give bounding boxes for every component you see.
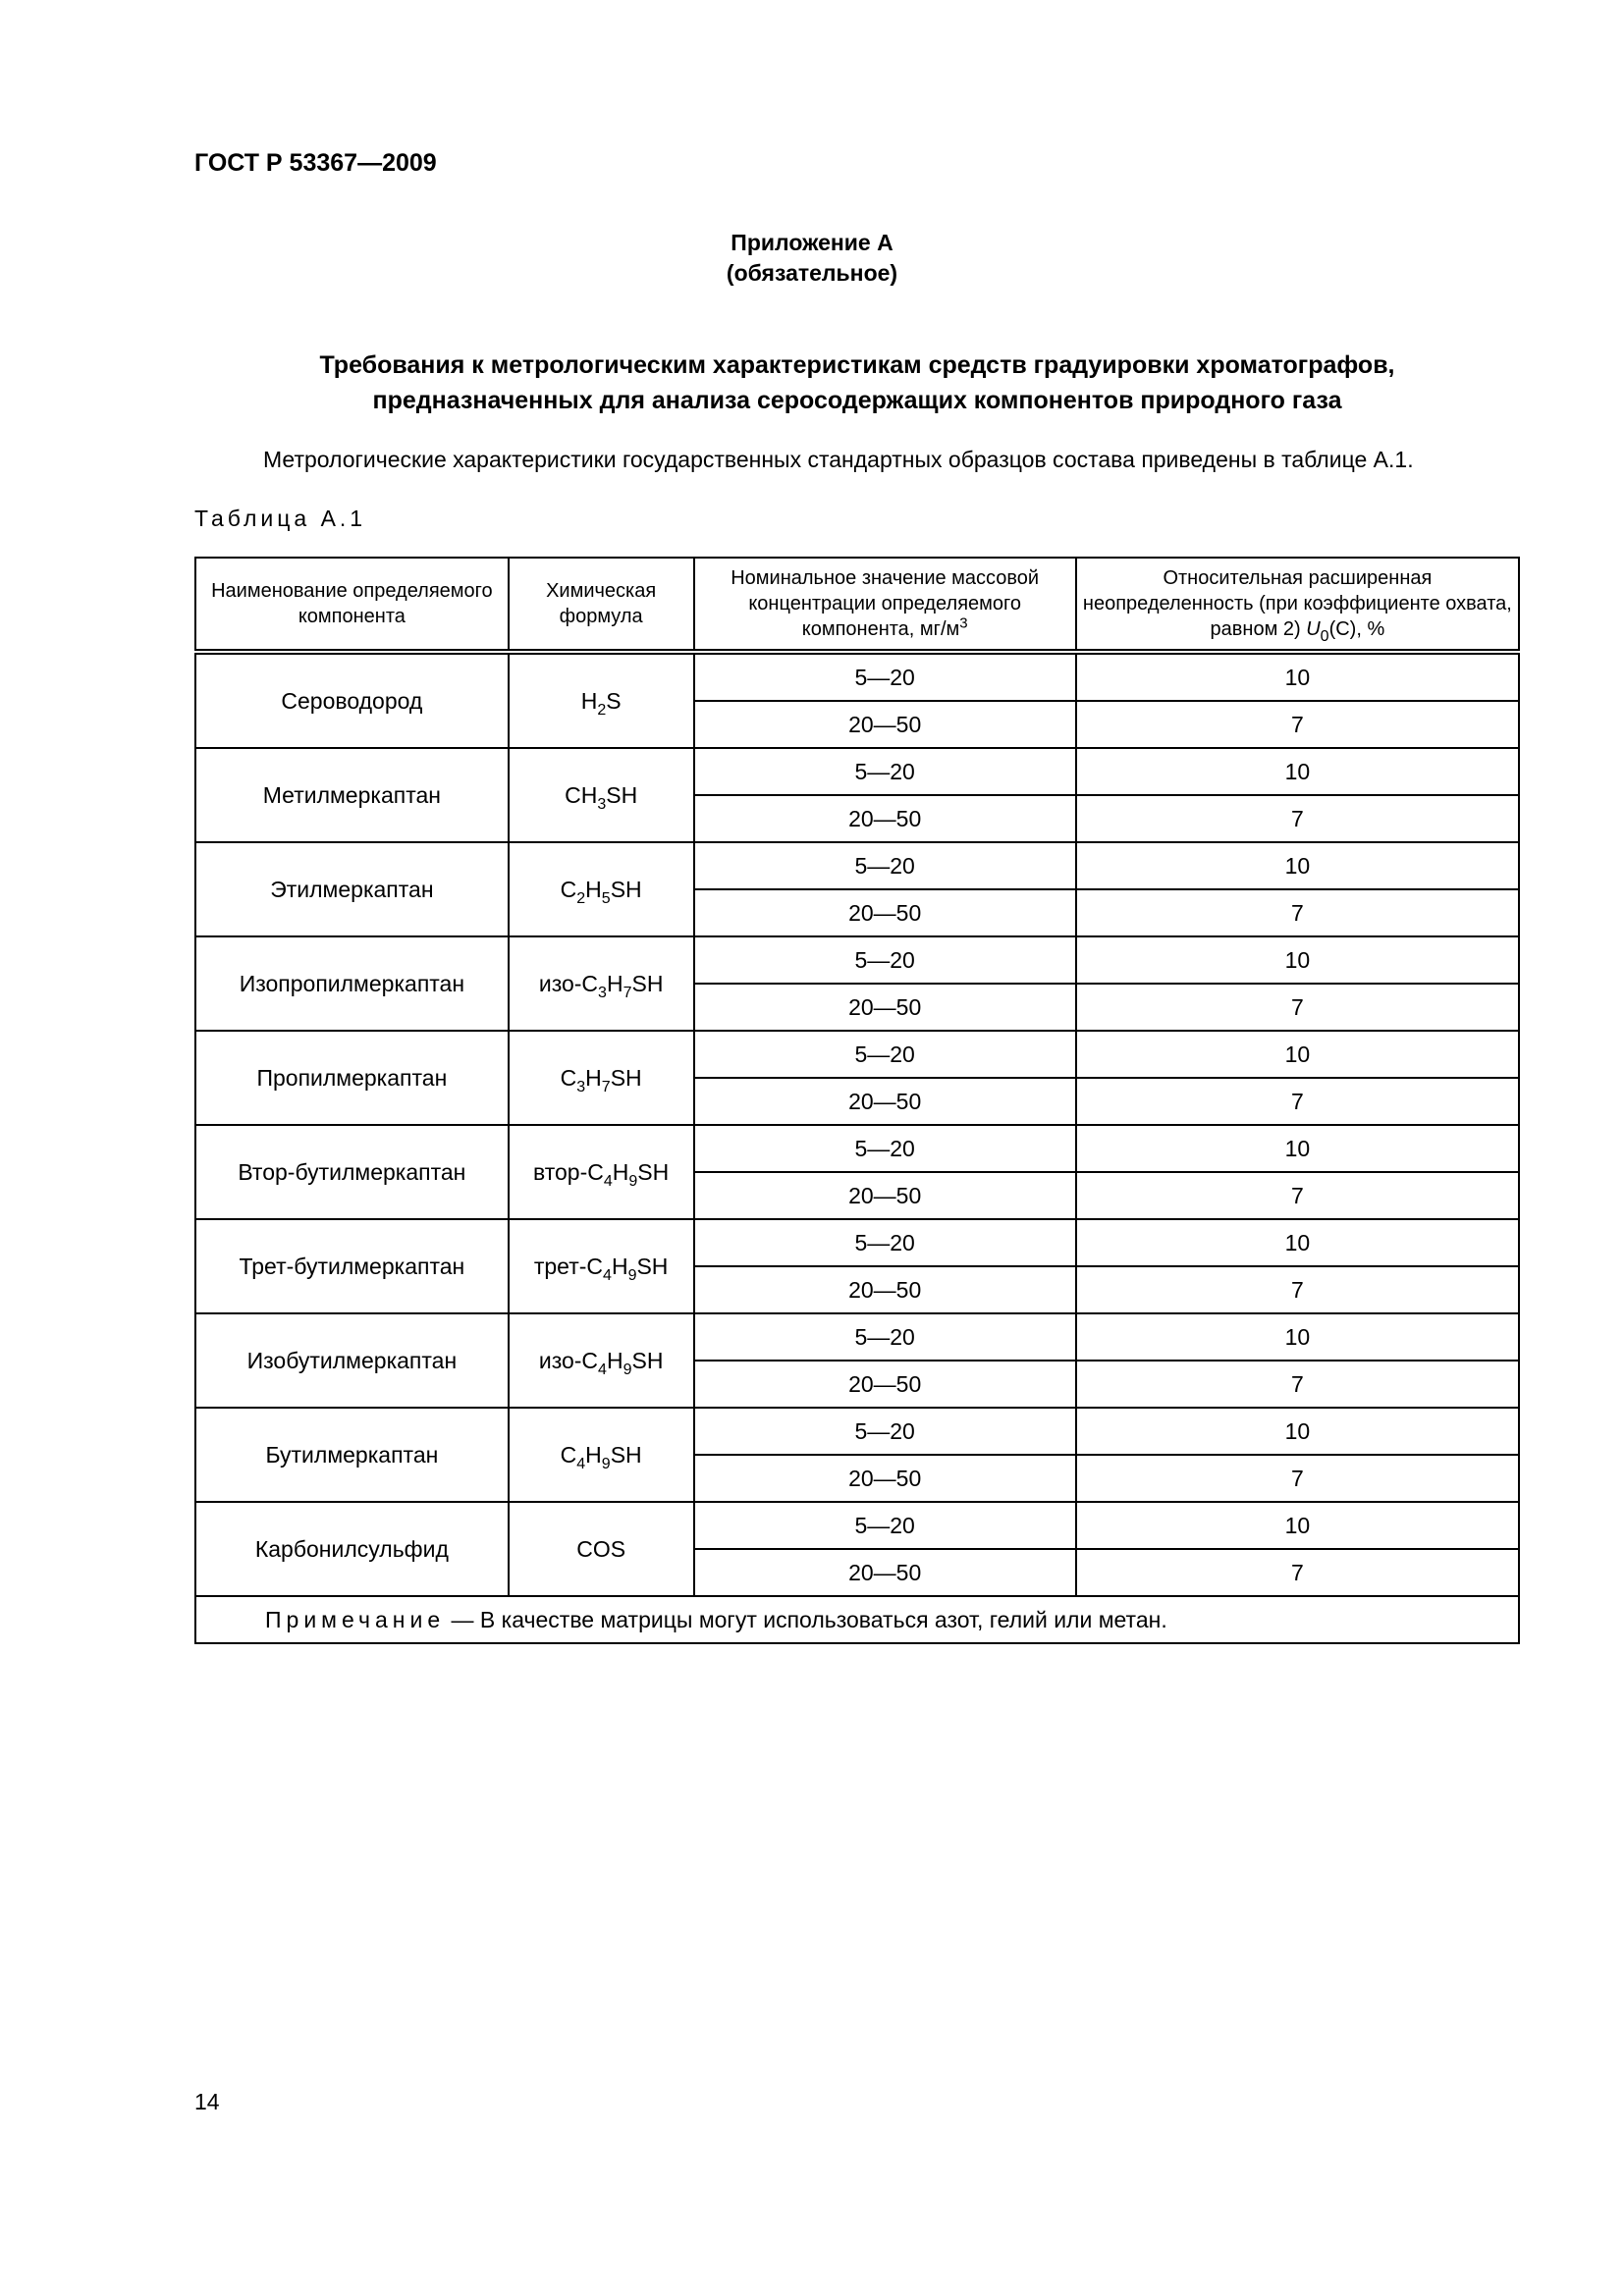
appendix-title: Приложение А [731, 230, 893, 255]
component-name: Этилмеркаптан [195, 842, 509, 936]
formula-part: SH [631, 1347, 664, 1373]
formula-part: втор-C [533, 1158, 604, 1185]
header-u-tail: (C), % [1328, 618, 1385, 640]
component-name: Втор-бутилмеркаптан [195, 1125, 509, 1219]
chemical-formula [509, 1408, 694, 1502]
note-text: — В качестве матрицы могут использоваться азот, гелий или метан. [445, 1606, 1167, 1632]
chemical-formula [509, 748, 694, 842]
concentration-range: 5—20 [694, 1125, 1076, 1172]
uncertainty-value: 7 [1076, 1078, 1519, 1125]
uncertainty-value: 7 [1076, 984, 1519, 1031]
table-row [195, 652, 1519, 701]
table-row [195, 1313, 1519, 1361]
concentration-range: 20—50 [694, 984, 1076, 1031]
metrology-table [194, 557, 1520, 1644]
formula-part: изо-C [538, 970, 599, 996]
formula-part: H [611, 1253, 628, 1279]
table-note-row [195, 1596, 1519, 1643]
intro-paragraph: Метрологические характеристики государственных стандартных образцов состава приведены в таблице А.1. [263, 447, 1414, 472]
formula-part: C [560, 1441, 577, 1468]
concentration-range: 20—50 [694, 889, 1076, 936]
formula-part: SH [631, 970, 664, 996]
concentration-range: 5—20 [694, 1502, 1076, 1549]
formula-subscript: 4 [603, 1266, 612, 1284]
formula-part: H [585, 876, 602, 902]
note-label: Примечание [265, 1606, 446, 1632]
concentration-range: 20—50 [694, 1455, 1076, 1502]
concentration-range: 5—20 [694, 1031, 1076, 1078]
concentration-range: 20—50 [694, 795, 1076, 842]
formula-subscript: 4 [598, 1361, 607, 1378]
uncertainty-value: 10 [1076, 842, 1519, 889]
formula-part: H [606, 970, 623, 996]
concentration-range: 5—20 [694, 1219, 1076, 1266]
formula-subscript: 2 [597, 701, 607, 719]
chemical-formula [509, 936, 694, 1031]
formula-subscript: 9 [601, 1455, 611, 1472]
header-formula: Химическая формула [509, 558, 694, 652]
component-name: Метилмеркаптан [195, 748, 509, 842]
formula-part: изо-C [538, 1347, 599, 1373]
formula-subscript: 2 [576, 889, 586, 907]
header-uncertainty-text: Относительная расширенная неопределенность (при коэффициенте охвата, равном 2) [1082, 567, 1512, 640]
formula-part: H [585, 1064, 602, 1091]
heading-line-1: Требования к метрологическим характеристикам средств градуировки хроматографов, [319, 351, 1395, 379]
page-number: 14 [194, 2089, 220, 2114]
uncertainty-value: 7 [1076, 1455, 1519, 1502]
table-caption: Таблица А.1 [194, 506, 367, 531]
formula-subscript: 9 [627, 1266, 637, 1284]
component-name: Сероводород [195, 652, 509, 748]
appendix-title-block [0, 228, 1624, 289]
formula-part: трет-C [533, 1253, 604, 1279]
formula-part: CH [565, 781, 598, 808]
table-note [195, 1596, 1519, 1643]
formula-part: H [606, 1347, 623, 1373]
concentration-range: 20—50 [694, 1078, 1076, 1125]
concentration-range: 20—50 [694, 1549, 1076, 1596]
header-uncertainty [1076, 558, 1519, 652]
component-name: Изобутилмеркаптан [195, 1313, 509, 1408]
uncertainty-value: 7 [1076, 1172, 1519, 1219]
uncertainty-value: 7 [1076, 795, 1519, 842]
formula-subscript: 4 [576, 1455, 586, 1472]
component-name: Пропилмеркаптан [195, 1031, 509, 1125]
uncertainty-value: 7 [1076, 1266, 1519, 1313]
header-concentration [694, 558, 1076, 652]
formula-subscript: 9 [623, 1361, 632, 1378]
appendix-status: (обязательное) [726, 260, 898, 286]
header-sup: 3 [959, 614, 968, 632]
chemical-formula [509, 1125, 694, 1219]
chemical-formula [509, 842, 694, 936]
uncertainty-value: 10 [1076, 1219, 1519, 1266]
uncertainty-value: 10 [1076, 652, 1519, 701]
formula-part: SH [610, 1441, 642, 1468]
uncertainty-value: 10 [1076, 1031, 1519, 1078]
uncertainty-value: 7 [1076, 1361, 1519, 1408]
table-row [195, 842, 1519, 889]
formula-part: SH [636, 1253, 669, 1279]
chemical-formula [509, 1313, 694, 1408]
table-row [195, 936, 1519, 984]
document-id: ГОСТ Р 53367—2009 [194, 149, 437, 177]
concentration-range: 5—20 [694, 936, 1076, 984]
component-name: Трет-бутилмеркаптан [195, 1219, 509, 1313]
concentration-range: 20—50 [694, 701, 1076, 748]
formula-subscript: 5 [601, 889, 611, 907]
chemical-formula [509, 652, 694, 748]
table-row [195, 1408, 1519, 1455]
table-row [195, 1125, 1519, 1172]
formula-part: SH [606, 781, 638, 808]
table-row [195, 1502, 1519, 1549]
chemical-formula [509, 1502, 694, 1596]
concentration-range: 5—20 [694, 652, 1076, 701]
formula-subscript: 7 [601, 1078, 611, 1095]
section-heading [194, 347, 1520, 418]
uncertainty-value: 10 [1076, 1502, 1519, 1549]
header-u: U [1306, 618, 1321, 640]
concentration-range: 5—20 [694, 842, 1076, 889]
uncertainty-value: 7 [1076, 1549, 1519, 1596]
component-name: Изопропилмеркаптан [195, 936, 509, 1031]
concentration-range: 20—50 [694, 1266, 1076, 1313]
formula-part: SH [610, 1064, 642, 1091]
formula-subscript: 9 [628, 1172, 638, 1190]
formula-part: H [585, 1441, 602, 1468]
header-component: Наименование определяемого компонента [195, 558, 509, 652]
formula-part: H [580, 687, 598, 714]
formula-subscript: 3 [597, 795, 607, 813]
heading-line-2: предназначенных для анализа серосодержащих компонентов природного газа [372, 387, 1342, 414]
formula-subscript: 4 [603, 1172, 613, 1190]
component-name: Карбонилсульфид [195, 1502, 509, 1596]
component-name: Бутилмеркаптан [195, 1408, 509, 1502]
formula-part: C [560, 1064, 577, 1091]
uncertainty-value: 10 [1076, 1408, 1519, 1455]
concentration-range: 5—20 [694, 1408, 1076, 1455]
uncertainty-value: 10 [1076, 1125, 1519, 1172]
uncertainty-value: 7 [1076, 701, 1519, 748]
formula-part: C [560, 876, 577, 902]
formula-part: COS [576, 1535, 626, 1562]
chemical-formula [509, 1219, 694, 1313]
table-row [195, 1031, 1519, 1078]
header-concentration-text: Номинальное значение массовой концентрации определяемого компонента, мг/м [731, 567, 1040, 640]
table-header-row [195, 558, 1519, 652]
concentration-range: 5—20 [694, 748, 1076, 795]
formula-part: S [606, 687, 622, 714]
uncertainty-value: 10 [1076, 1313, 1519, 1361]
formula-subscript: 3 [576, 1078, 586, 1095]
table-row [195, 748, 1519, 795]
concentration-range: 5—20 [694, 1313, 1076, 1361]
formula-part: SH [637, 1158, 670, 1185]
uncertainty-value: 7 [1076, 889, 1519, 936]
uncertainty-value: 10 [1076, 748, 1519, 795]
chemical-formula [509, 1031, 694, 1125]
formula-part: SH [610, 876, 642, 902]
table-row [195, 1219, 1519, 1266]
formula-part: H [612, 1158, 629, 1185]
formula-subscript: 7 [623, 984, 632, 1001]
formula-subscript: 3 [598, 984, 607, 1001]
uncertainty-value: 10 [1076, 936, 1519, 984]
concentration-range: 20—50 [694, 1361, 1076, 1408]
concentration-range: 20—50 [694, 1172, 1076, 1219]
header-u-sub: 0 [1320, 628, 1329, 645]
